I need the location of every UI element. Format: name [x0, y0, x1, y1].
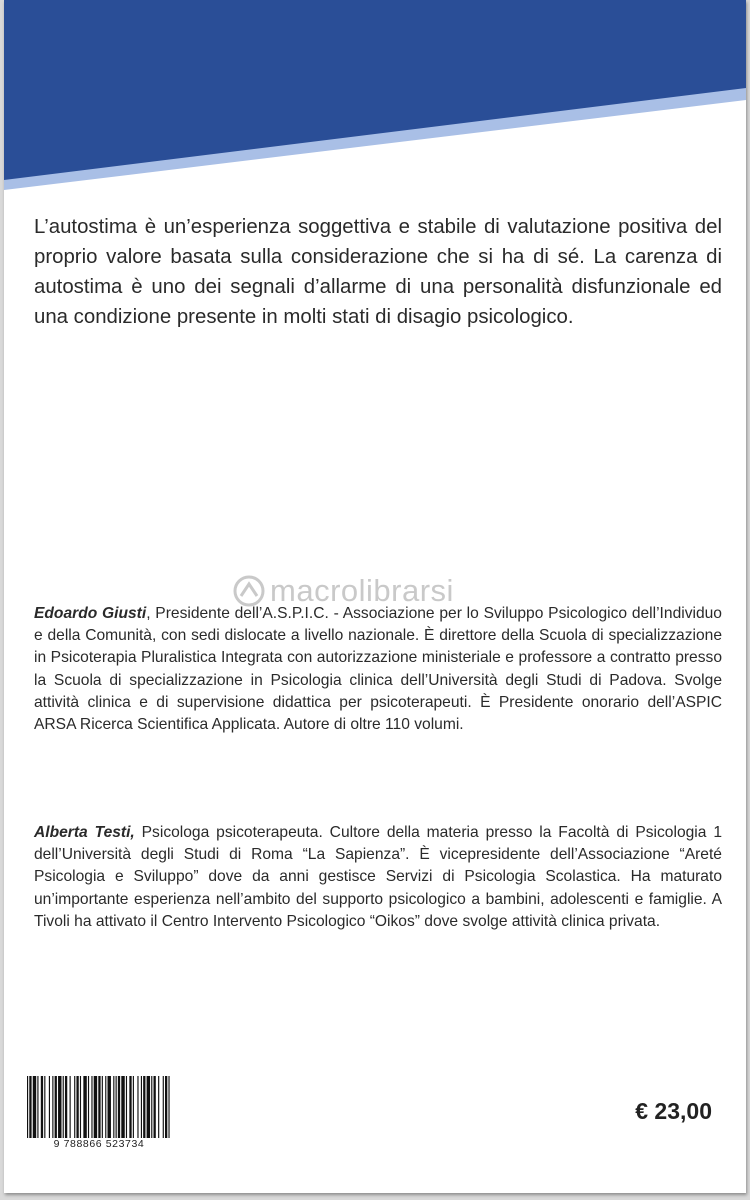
barcode-bar	[147, 1076, 150, 1138]
author-bio-text-1: , Presidente dell’A.S.P.I.C. - Associazione per lo Sviluppo Psicologico dell’Individuo e della Comunità, con sedi dislocate a livello nazionale. È direttore della Scuola di specializzazione in Psicoterapia Pluralistica Integrata con autorizzazione ministeriale e professore a contratto presso la Scuola di specializzazione in Psicologia clinica dell’Università degli Studi di Padova. Svolge attività clinica e di supervisione didattica per psicoterapeuti. È Presidente onorario dell’ASPIC ARSA Ricerca Scientifica Applicata. Autore di oltre 110 volumi.	[34, 605, 722, 734]
barcode-bar	[65, 1076, 67, 1138]
barcode-bar	[168, 1076, 169, 1138]
author-name-1: Edoardo Giusti	[34, 605, 147, 622]
barcode-bar	[154, 1076, 156, 1138]
barcode-bar	[74, 1076, 75, 1138]
watermark-text: macrolibrarsi	[270, 573, 454, 608]
barcode-bar	[126, 1076, 127, 1138]
blue-header-band	[4, 0, 746, 190]
barcode-bar	[141, 1076, 142, 1138]
barcode-bar	[91, 1076, 92, 1138]
barcode-bar	[118, 1076, 120, 1138]
barcode-bar	[151, 1076, 152, 1138]
description-text: L’autostima è un’esperienza soggettiva e stabile di valutazione positiva del proprio valore basata sulla considerazione che si ha di sé. La carenza di autostima è uno dei segnali d’allarme di una personalità disfunzionale ed una condizione presente in molti stati di disagio psicologico.	[34, 216, 722, 328]
barcode-bar	[88, 1076, 89, 1138]
barcode-bar	[116, 1076, 117, 1138]
barcode-bar	[70, 1076, 71, 1138]
barcode-bar	[98, 1076, 100, 1138]
barcode-bar	[94, 1076, 97, 1138]
barcode-bar	[33, 1076, 36, 1138]
barcode-bar	[27, 1076, 28, 1138]
barcode-bar	[58, 1076, 61, 1138]
isbn-barcode	[24, 1076, 174, 1138]
barcode-bar	[158, 1076, 159, 1138]
barcode-bar	[29, 1076, 31, 1138]
barcode-bar	[80, 1076, 81, 1138]
price: € 23,00	[635, 1098, 712, 1124]
barcode-bar	[133, 1076, 134, 1138]
author-bio-text-2: Psicologa psicoterapeuta. Cultore della materia presso la Facoltà di Psicologia 1 dell’Università degli Studi di Roma “La Sapienza”. È vicepresidente dell’Associazione “Areté Psicologia e Sviluppo” dove da anni gestisce Servizi di Psicologia Scolastica. Ha maturato un’importante esperienza nell’ambito del supporto psicologico a bambini, adolescenti e famiglie. A Tivoli ha attivato il Centro Intervento Psicologico “Oikos” dove svolge attività clinica privata.	[34, 824, 722, 930]
barcode-bar	[52, 1076, 53, 1138]
barcode-bar	[113, 1076, 114, 1138]
author-name-2: Alberta Testi,	[34, 824, 135, 841]
barcode-bar	[55, 1076, 57, 1138]
author-bio-1	[34, 603, 722, 736]
barcode-bar	[37, 1076, 38, 1138]
barcode-bar	[121, 1076, 124, 1138]
barcode-bar	[41, 1076, 43, 1138]
author-bio-2	[34, 822, 722, 933]
barcode-bar	[76, 1076, 78, 1138]
barcode-digits: 9 788866 523734	[53, 1138, 145, 1150]
barcode-bar	[105, 1076, 106, 1138]
barcode-bar	[137, 1076, 138, 1138]
barcode-bar	[102, 1076, 103, 1138]
band-dark-fill	[4, 0, 746, 180]
barcode-bar	[163, 1076, 164, 1138]
barcode-bar	[165, 1076, 167, 1138]
barcode-bar	[143, 1076, 145, 1138]
barcode-bar	[63, 1076, 64, 1138]
book-back-cover	[4, 0, 746, 1193]
barcode-bar	[44, 1076, 45, 1138]
barcode-bar	[49, 1076, 50, 1138]
barcode-bar	[129, 1076, 131, 1138]
barcode-bar	[108, 1076, 111, 1138]
barcode-bar	[83, 1076, 86, 1138]
